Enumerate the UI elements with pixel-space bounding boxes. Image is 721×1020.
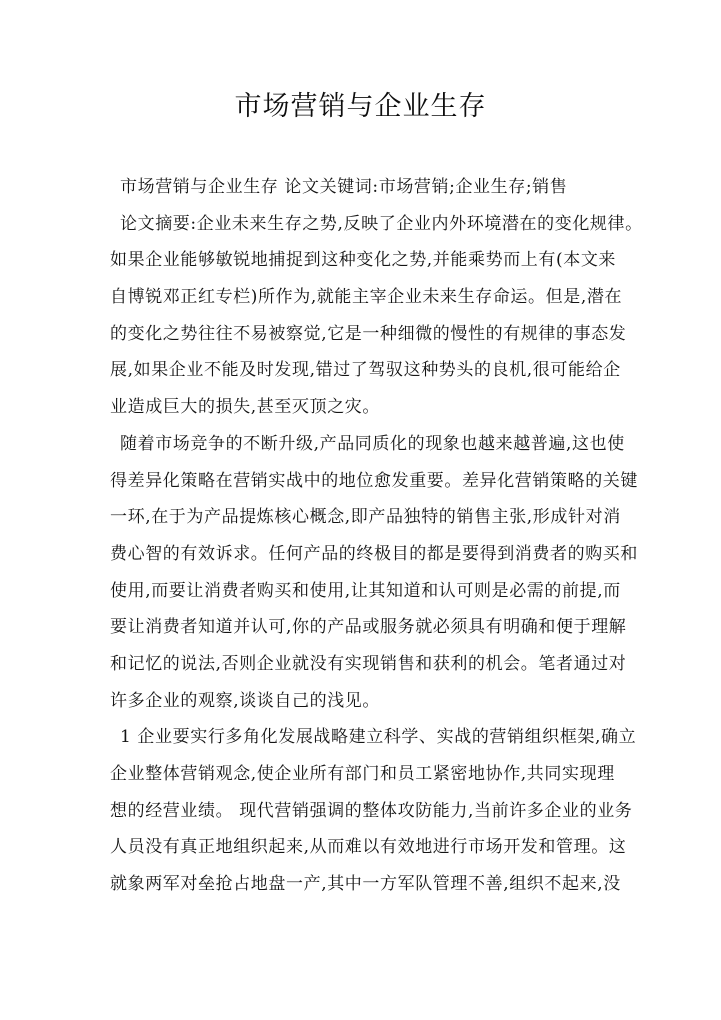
body-line: 使用,而要让消费者购买和使用,让其知道和认可则是必需的前提,而 [110,580,621,601]
body-line: 一环,在于为产品提炼核心概念,即产品独特的销售主张,形成针对消 [110,507,621,528]
body-line: 和记忆的说法,否则企业就没有实现销售和获利的机会。笔者通过对 [110,653,627,674]
body-line: 人员没有真正地组织起来,从而难以有效地进行市场开发和管理。这 [110,837,627,858]
body-line: 如果企业能够敏锐地捕捉到这种变化之势,并能乘势而上有(本文来 [110,250,617,271]
body-line: 的变化之势往往不易被察觉,它是一种细微的慢性的有规律的事态发 [110,323,627,344]
body-line: 业造成巨大的损失,甚至灭顶之灾。 [110,397,381,418]
body-line: 要让消费者知道并认可,你的产品或服务就必须具有明确和便于理解 [110,617,627,638]
body-line: 自博锐邓正红专栏)所作为,就能主宰企业未来生存命运。但是,潜在 [110,287,623,308]
body-line: 费心智的有效诉求。任何产品的终极目的都是要得到消费者的购买和 [110,543,638,564]
abstract-line: 论文摘要:企业未来生存之势,反映了企业内外环境潜在的变化规律。 [120,213,643,234]
body-line: 想的经营业绩。 现代营销强调的整体攻防能力,当前许多企业的业务 [110,800,633,821]
body-line: 就象两军对垒抢占地盘一产,其中一方军队管理不善,组织不起来,没 [110,874,621,895]
body-line: 许多企业的观察,谈谈自己的浅见。 [110,690,381,711]
section-heading-line: 1 企业要实行多角化发展战略建立科学、实战的营销组织框架,确立 [120,727,637,748]
paragraph-start-line: 随着市场竞争的不断升级,产品同质化的现象也越来越普遍,这也使 [120,433,625,454]
document-title: 市场营销与企业生存 [234,91,487,122]
body-line: 展,如果企业不能及时发现,错过了驾驭这种势头的良机,很可能给企 [110,360,621,381]
body-line: 得差异化策略在营销实战中的地位愈发重要。差异化营销策略的关键 [110,470,638,491]
keywords-line: 市场营销与企业生存 论文关键词:市场营销;企业生存;销售 [120,177,568,197]
document-body [110,169,643,903]
body-line: 企业整体营销观念,使企业所有部门和员工紧密地协作,共同实现理 [110,764,615,784]
